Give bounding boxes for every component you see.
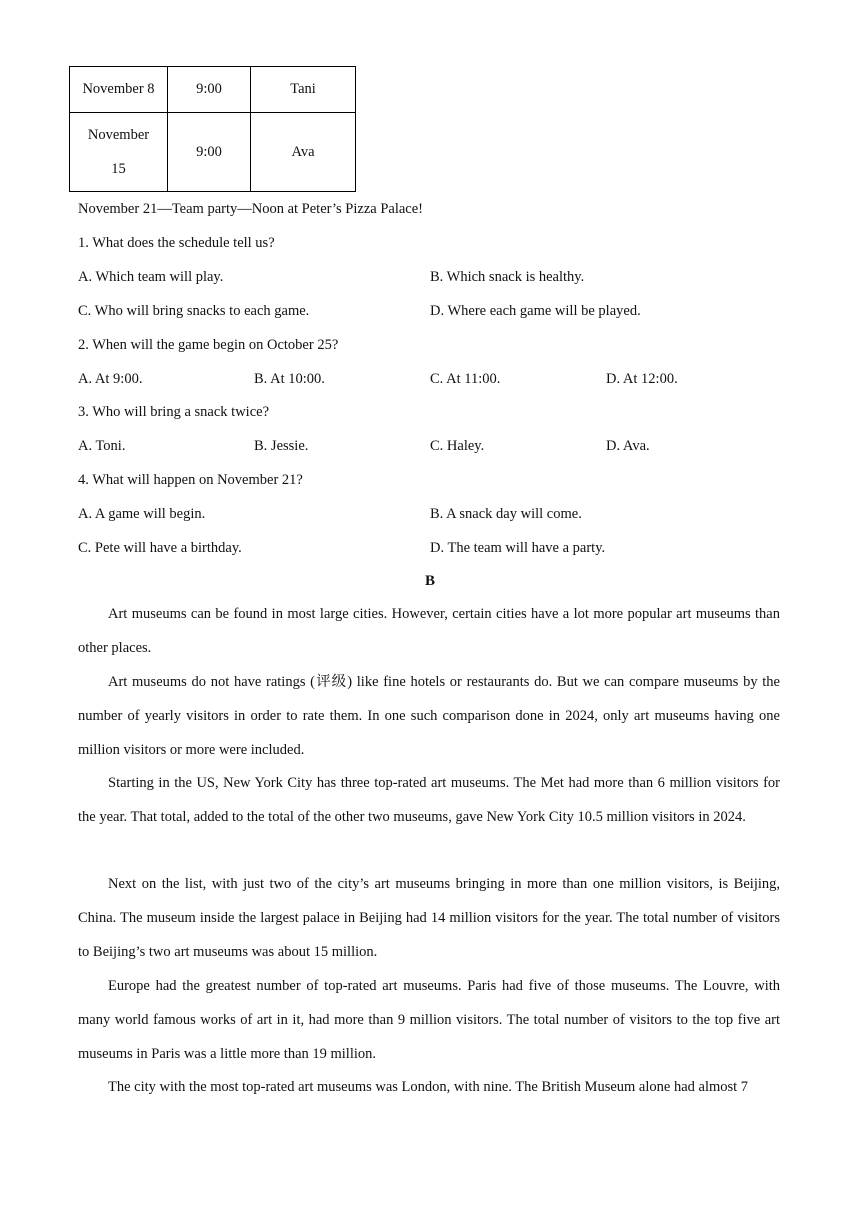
time-cell: 9:00 bbox=[168, 67, 251, 113]
question-2-option-d[interactable]: D. At 12:00. bbox=[606, 371, 678, 387]
question-4-stem: 4. What will happen on November 21? bbox=[78, 472, 303, 488]
name-cell: Ava bbox=[251, 113, 356, 192]
question-4-option-c[interactable]: C. Pete will have a birthday. bbox=[78, 540, 242, 556]
date-line-1: November bbox=[87, 127, 150, 143]
question-1-option-a[interactable]: A. Which team will play. bbox=[78, 269, 224, 285]
question-3-stem: 3. Who will bring a snack twice? bbox=[78, 404, 269, 420]
paragraph-3: Starting in the US, New York City has three top-rated art museums. The Met had more than 6 million visitors for the year. That total, added to the total of the other two museums, gave New York City 10.5 million visitors in 2024. bbox=[78, 775, 780, 825]
section-b-heading: B bbox=[424, 573, 435, 589]
question-2-option-b[interactable]: B. At 10:00. bbox=[254, 371, 325, 387]
question-3-option-c[interactable]: C. Haley. bbox=[430, 438, 485, 454]
paragraph-5: Europe had the greatest number of top-rated art museums. Paris had five of those museums. The Louvre, with many world famous works of art in it, had more than 9 million visitors. The total number of visitors to the top five art museums in Paris was a little more than 19 million. bbox=[78, 978, 780, 1062]
snack-schedule-table bbox=[69, 66, 356, 192]
paragraph-2: Art museums do not have ratings (评级) like fine hotels or restaurants do. But we can compare museums by the number of yearly visitors in order to rate them. In one such comparison done in 2024, only art museums having one million visitors or more were included. bbox=[78, 674, 780, 758]
question-1-stem: 1. What does the schedule tell us? bbox=[78, 235, 275, 251]
question-4-option-d[interactable]: D. The team will have a party. bbox=[430, 540, 606, 556]
question-3-option-a[interactable]: A. Toni. bbox=[78, 438, 126, 454]
time-cell: 9:00 bbox=[168, 113, 251, 192]
question-1-option-c[interactable]: C. Who will bring snacks to each game. bbox=[78, 303, 310, 319]
question-1-option-d[interactable]: D. Where each game will be played. bbox=[430, 303, 641, 319]
date-cell bbox=[70, 113, 168, 192]
table-row bbox=[70, 113, 356, 192]
paragraph-4: Next on the list, with just two of the city’s art museums bringing in more than one million visitors, is Beijing, China. The museum inside the largest palace in Beijing had 14 million visitors for the year. The total number of visitors to Beijing’s two art museums was about 15 million. bbox=[78, 876, 780, 960]
question-4-option-b[interactable]: B. A snack day will come. bbox=[430, 506, 582, 522]
question-3-option-d[interactable]: D. Ava. bbox=[606, 438, 650, 454]
question-4-option-a[interactable]: A. A game will begin. bbox=[78, 506, 206, 522]
question-2-stem: 2. When will the game begin on October 25? bbox=[78, 337, 339, 353]
question-2-option-c[interactable]: C. At 11:00. bbox=[430, 371, 501, 387]
date-line-2: 15 bbox=[111, 161, 126, 177]
table-row bbox=[70, 67, 356, 113]
party-note: November 21—Team party—Noon at Peter’s Pizza Palace! bbox=[78, 201, 423, 217]
paragraph-1: Art museums can be found in most large cities. However, certain cities have a lot more popular art museums than other places. bbox=[78, 606, 780, 656]
question-3-option-b[interactable]: B. Jessie. bbox=[254, 438, 309, 454]
question-1-option-b[interactable]: B. Which snack is healthy. bbox=[430, 269, 585, 285]
date-cell: November 8 bbox=[70, 67, 168, 113]
name-cell: Tani bbox=[251, 67, 356, 113]
paragraph-6: The city with the most top-rated art museums was London, with nine. The British Museum alone had almost 7 bbox=[108, 1079, 749, 1095]
question-2-option-a[interactable]: A. At 9:00. bbox=[78, 371, 143, 387]
